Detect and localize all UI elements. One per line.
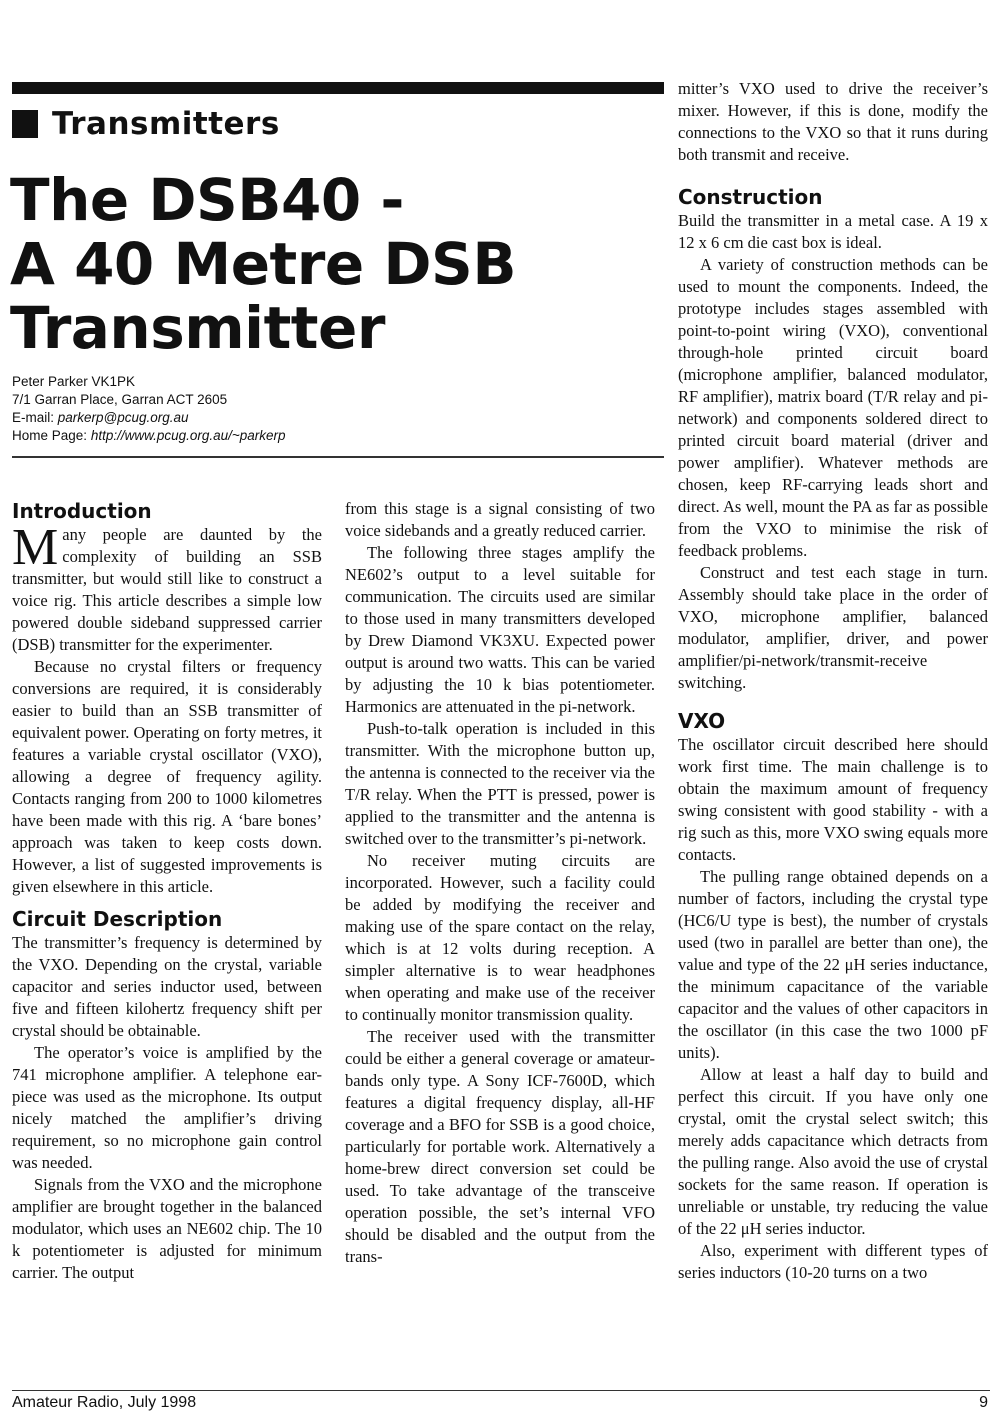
heading-construction: Construction (678, 185, 823, 209)
section-label: Transmitters (52, 106, 280, 142)
title-line-2: A 40 Metre DSB (10, 230, 517, 298)
homepage-label: Home Page: (12, 428, 88, 443)
intro-paragraph-2: Because no crystal filters or frequency conversions are required, it is considerably easier to build than an SSB transmitter of equivalent power. Operating on forty metres, it features a variable crystal oscillator (VXO), allowing a degree of frequency agility. Contacts ranging from 200 to 1000 kilometres have been made with this rig. A ‘bare bones’ approach was taken to keep costs down. However, a list of suggested improvements is given elsewhere in this article. (12, 657, 322, 896)
section-header (12, 104, 280, 144)
construction-paragraph-3: Construct and test each stage in turn. Assembly should take place in the order of VXO, microphone amplifier, balanced modulator, amplifier, driver, and power amplifier/pi-network/transmit-receive switching. (678, 563, 988, 692)
author-homepage-line (12, 427, 432, 445)
construction-paragraph-1: Build the transmitter in a metal case. A 19 x 12 x 6 cm die cast box is ideal. (678, 211, 988, 252)
col2-paragraph-2: The following three stages amplify the NE602’s output to a level suitable for communication. The circuits used are similar to those used in many transmitters developed by Drew Diamond VK3XU. Expected power output is around two watts. This can be varied by adjusting the 10 k bias potentiometer. Harmonics are attenuated in the pi-network. (345, 543, 655, 716)
column-2 (345, 498, 655, 1268)
title-line-3: Transmitter (10, 294, 385, 362)
author-email-line (12, 409, 432, 427)
construction-paragraph-2: A variety of construction methods can be used to mount the components. Indeed, the prototype includes stages assembled with point-to-point wiring (VXO), conventional through-hole printed circuit board (microphone amplifier, balanced modulator, RF amplifier), matrix board (T/R relay and pi-network) and components soldered direct to printed circuit board material (driver and power amplifier). Whatever methods are chosen, keep RF-carrying leads short and direct. As well, mount the PA as far as possible from the VXO to minimise the risk of feedback problems. (678, 255, 988, 560)
col2-paragraph-4: No receiver muting circuits are incorporated. However, such a facility could be added by modifying the receiver and making use of the spare contact on the relay, which is at 12 volts during reception. A simpler alternative is to wear headphones when operating and make use of the receiver to continually monitor transmission quality. (345, 851, 655, 1024)
footer-publication: Amateur Radio, July 1998 (12, 1394, 197, 1411)
intro-paragraph-1-text: any people are daunted by the complexity of building an SSB transmitter, but would still like to construct a voice rig. This article describes a simple low powered double sideband suppressed carrier (DSB) transmitter for the experimenter. (12, 525, 322, 654)
title-line-1: The DSB40 - (10, 166, 404, 234)
heading-introduction: Introduction (12, 499, 152, 523)
section-block-icon (12, 110, 38, 138)
drop-cap: M (12, 519, 59, 576)
email-label: E-mail: (12, 410, 55, 425)
footer-rule (12, 1390, 990, 1391)
vxo-paragraph-3: Allow at least a half day to build and perfect this circuit. If you have only one crystal, omit the crystal select switch; this merely adds capacitance which detracts from the pulling range. Also avoid the use of crystal sockets for the same reason. If operation is unreliable or unstable, try reducing the value of the 22 μH series inductor. (678, 1065, 988, 1238)
author-block (12, 373, 432, 445)
author-email: parkerp@pcug.org.au (57, 410, 189, 425)
vxo-paragraph-1: The oscillator circuit described here should work first time. The main challenge is to obtain the maximum amount of frequency swing consistent with good stability - with a rig such as this, more VXO swing equals more contacts. (678, 735, 988, 864)
author-address: 7/1 Garran Place, Garran ACT 2605 (12, 392, 228, 407)
vxo-paragraph-2: The pulling range obtained depends on a number of factors, including the crystal type (HC6/U type is best), the number of crystals used (two in parallel are better than one), the value and type of the 22 μH series inductance, the minimum capacitance of the variable capacitor and the values of other capacitors in the oscillator (in this case the two 1000 pF units). (678, 867, 988, 1062)
vxo-paragraph-4: Also, experiment with different types of series inductors (10-20 turns on a two (678, 1241, 988, 1282)
col2-paragraph-5: The receiver used with the transmitter could be either a general coverage or amateur-bands only type. A Sony ICF-7600D, which features a digital frequency display, all-HF coverage and a BFO for SSB is a good choice, particularly for portable work. Alternatively a home-brew direct conversion set could be used. To take advantage of the transceive operation possible, the set’s internal VFO should be disabled and the output from the trans- (345, 1027, 655, 1266)
heading-vxo: VXO (678, 709, 726, 733)
author-rule (12, 456, 664, 458)
column-1 (12, 498, 322, 1284)
author-homepage: http://www.pcug.org.au/~parkerp (90, 428, 286, 443)
circuit-paragraph-1: The transmitter’s frequency is determined by the VXO. Depending on the crystal, variable capacitor and series inductor used, between five and fifteen kilohertz frequency shift per crystal should be obtainable. (12, 933, 322, 1040)
intro-paragraph-1 (12, 519, 322, 656)
col3-continuation-paragraph: mitter’s VXO used to drive the receiver’s mixer. However, if this is done, modify the connections to the VXO so that it runs during both transmit and receive. (678, 79, 988, 164)
article-title (10, 168, 670, 360)
column-3 (678, 78, 988, 1284)
circuit-paragraph-2: The operator’s voice is amplified by the 741 microphone amplifier. A telephone ear-piece was used as the microphone. Its output nicely matched the amplifier’s driving requirement, so no microphone gain control was needed. (12, 1043, 322, 1172)
col2-paragraph-1: from this stage is a signal consisting of two voice sidebands and a greatly reduced carrier. (345, 499, 655, 540)
page-number: 9 (979, 1394, 988, 1411)
col2-paragraph-3: Push-to-talk operation is included in this transmitter. With the microphone button up, the antenna is connected to the receiver via the T/R relay. When the PTT is pressed, power is applied to the transmitter and the antenna is switched over to the transmitter’s pi-network. (345, 719, 655, 848)
heading-circuit-description: Circuit Description (12, 907, 223, 931)
header-rule (12, 82, 664, 94)
circuit-paragraph-3: Signals from the VXO and the microphone amplifier are brought together in the balanced modulator, which uses an NE602 chip. The 10 k potentiometer is adjusted for minimum carrier. The output (12, 1175, 322, 1282)
author-name: Peter Parker VK1PK (12, 374, 136, 389)
